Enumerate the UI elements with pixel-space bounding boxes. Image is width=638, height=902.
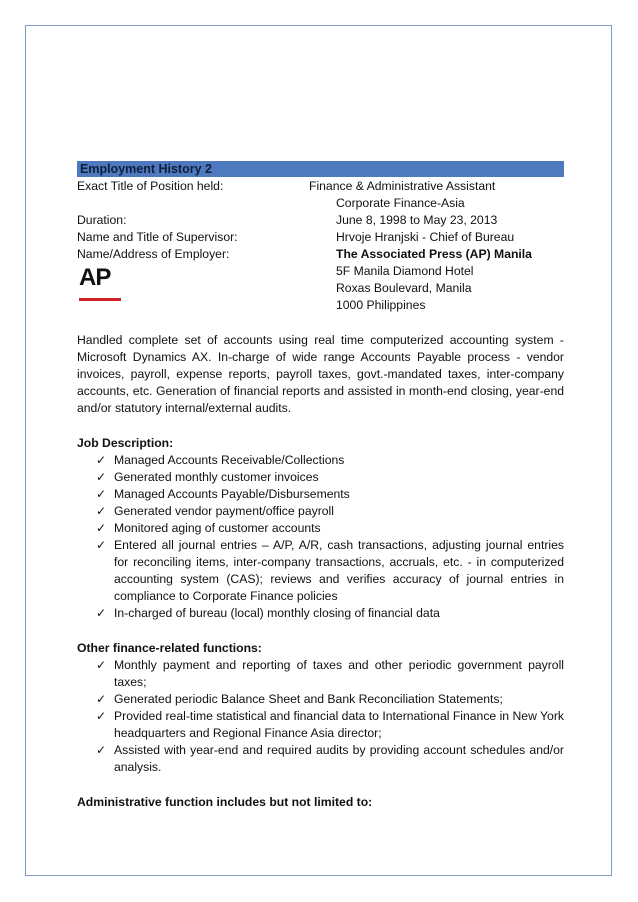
checkmark-icon: ✓	[96, 504, 107, 518]
logo-address-row	[77, 263, 564, 331]
list-item	[96, 486, 564, 503]
list-item	[96, 520, 564, 537]
list-item	[96, 742, 564, 776]
address-line-1: 5F Manila Diamond Hotel	[336, 264, 474, 278]
list-item	[96, 469, 564, 486]
position-label: Exact Title of Position held:	[77, 179, 224, 193]
section-title: Employment History 2	[77, 161, 564, 177]
list-item-text: Monthly payment and reporting of taxes and other periodic government payroll taxes;	[114, 658, 564, 689]
list-item-text: Managed Accounts Payable/Disbursements	[114, 487, 350, 501]
list-item	[96, 537, 564, 605]
checkmark-icon: ✓	[96, 487, 107, 501]
supervisor-value: Hrvoje Hranjski - Chief of Bureau	[336, 230, 515, 244]
other-functions-list	[77, 657, 564, 776]
list-item-text: In-charged of bureau (local) monthly closing of financial data	[114, 606, 440, 620]
employer-name: The Associated Press (AP) Manila	[336, 247, 532, 261]
ap-logo	[79, 266, 121, 301]
list-item	[96, 691, 564, 708]
checkmark-icon: ✓	[96, 521, 107, 535]
list-item-text: Generated vendor payment/office payroll	[114, 504, 334, 518]
summary-paragraph: Handled complete set of accounts using real time computerized accounting system - Microsoft Dynamics AX. In-charge of wide range Accounts Payable process - vendor invoices, payroll, expense reports, payroll taxes, govt.-mandated taxes, inter-company accounts, etc. Generation of financial reports and assisted in month-end closing, year-end and/or statutory internal/external audits.	[77, 333, 564, 415]
duration-label: Duration:	[77, 213, 127, 227]
duration-row	[77, 212, 564, 229]
document-body	[77, 161, 564, 811]
list-item-text: Managed Accounts Receivable/Collections	[114, 453, 345, 467]
position-row	[77, 178, 564, 195]
checkmark-icon: ✓	[96, 743, 107, 757]
checkmark-icon: ✓	[96, 470, 107, 484]
checkmark-icon: ✓	[96, 658, 107, 672]
list-item	[96, 503, 564, 520]
other-functions-heading: Other finance-related functions:	[77, 641, 262, 655]
list-item-text: Monitored aging of customer accounts	[114, 521, 321, 535]
address-line-3: 1000 Philippines	[336, 298, 426, 312]
ap-logo-text: AP	[79, 264, 111, 291]
list-item-text: Generated periodic Balance Sheet and Bank Reconciliation Statements;	[114, 692, 503, 706]
checkmark-icon: ✓	[96, 538, 107, 552]
list-item	[96, 605, 564, 622]
position-value-2: Corporate Finance-Asia	[336, 196, 465, 210]
supervisor-label: Name and Title of Supervisor:	[77, 230, 238, 244]
admin-heading: Administrative function includes but not limited to:	[77, 795, 373, 809]
employer-row	[77, 246, 564, 263]
checkmark-icon: ✓	[96, 692, 107, 706]
list-item	[96, 657, 564, 691]
duration-value: June 8, 1998 to May 23, 2013	[336, 213, 498, 227]
list-item	[96, 708, 564, 742]
job-description-list	[77, 452, 564, 622]
list-item-text: Assisted with year-end and required audits by providing account schedules and/or analysis.	[114, 743, 564, 774]
supervisor-row	[77, 229, 564, 246]
list-item	[96, 452, 564, 469]
list-item-text: Provided real-time statistical and financial data to International Finance in New York headquarters and Regional Finance Asia director;	[114, 709, 564, 740]
list-item-text: Generated monthly customer invoices	[114, 470, 319, 484]
position-value: Finance & Administrative Assistant	[309, 179, 496, 193]
checkmark-icon: ✓	[96, 453, 107, 467]
ap-logo-bar	[79, 298, 121, 301]
position-row-2	[77, 195, 564, 212]
employer-label: Name/Address of Employer:	[77, 247, 230, 261]
checkmark-icon: ✓	[96, 709, 107, 723]
address-line-2: Roxas Boulevard, Manila	[336, 281, 472, 295]
checkmark-icon: ✓	[96, 606, 107, 620]
job-description-heading: Job Description:	[77, 436, 174, 450]
list-item-text: Entered all journal entries – A/P, A/R, cash transactions, adjusting journal entries for reconciling items, inter-company transactions, accruals, etc. - in computerized accounting system (CAS); reviews and verifies accuracy of journal entries in compliance to Corporate Finance policies	[114, 538, 564, 603]
